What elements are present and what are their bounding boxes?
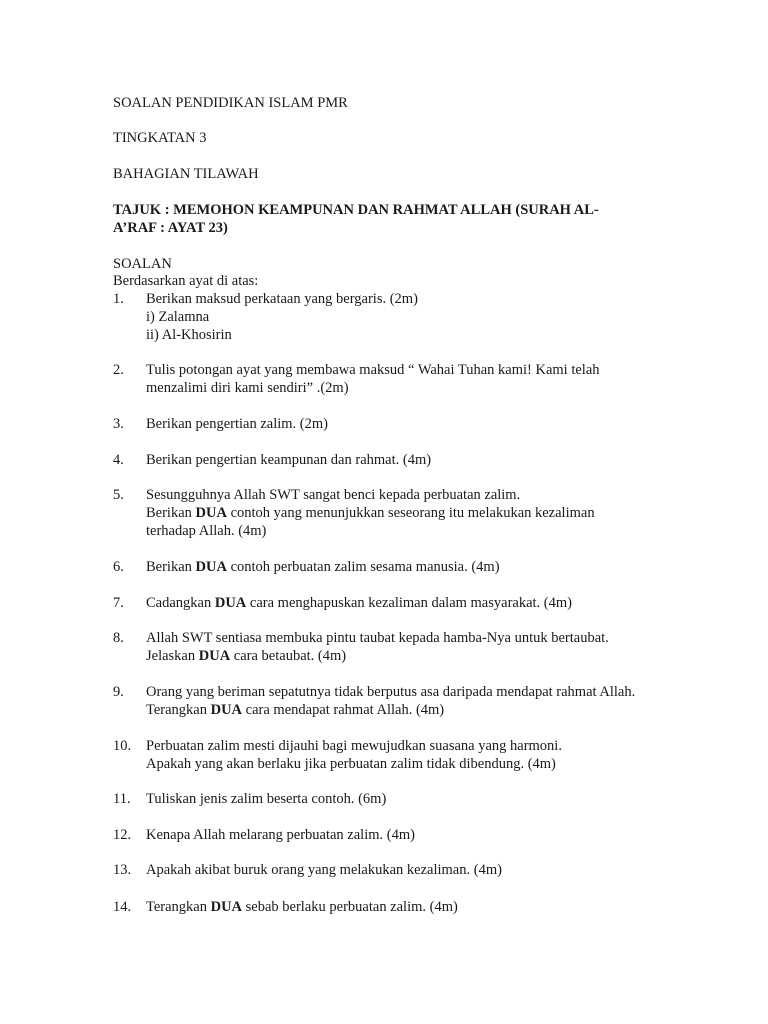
sub-item: i) Zalamna	[146, 309, 210, 325]
question-number: 7.	[113, 595, 124, 611]
question-text	[146, 594, 673, 612]
question-number: 1.	[113, 291, 124, 307]
question-text: Tuliskan jenis zalim beserta contoh. (6m)	[146, 791, 387, 807]
emphasis: DUA	[198, 648, 231, 664]
question-4	[113, 451, 673, 469]
question-text: Allah SWT sentiasa membuka pintu taubat kepada hamba-Nya untuk bertaubat.	[146, 630, 609, 646]
section-heading: BAHAGIAN TILAWAH	[113, 166, 259, 182]
question-2	[113, 361, 673, 397]
text-segment: contoh yang menunjukkan seseorang itu melakukan kezaliman	[226, 505, 595, 521]
question-text	[146, 558, 673, 576]
question-text: Tulis potongan ayat yang membawa maksud “ Wahai Tuhan kami! Kami telah	[146, 362, 600, 378]
text-segment: Cadangkan	[146, 595, 215, 611]
question-text: Berikan pengertian keampunan dan rahmat. (4m)	[146, 452, 432, 468]
question-13	[113, 861, 673, 879]
text-segment: Terangkan	[146, 899, 211, 915]
question-text: Berikan pengertian zalim. (2m)	[146, 416, 328, 432]
question-number: 3.	[113, 416, 124, 432]
question-10	[113, 737, 673, 773]
document-title: SOALAN PENDIDIKAN ISLAM PMR	[113, 95, 348, 111]
question-text: Apakah yang akan berlaku jika perbuatan zalim tidak dibendung. (4m)	[146, 756, 556, 772]
emphasis: DUA	[214, 595, 247, 611]
emphasis: DUA	[195, 505, 227, 521]
emphasis: DUA	[210, 702, 243, 718]
question-text: terhadap Allah. (4m)	[146, 523, 267, 539]
question-text	[146, 898, 673, 916]
question-number: 12.	[113, 827, 132, 843]
text-segment: cara menghapuskan kezaliman dalam masyarakat. (4m)	[246, 595, 572, 611]
question-number: 9.	[113, 684, 124, 700]
text-segment: Berikan	[146, 505, 196, 521]
question-number: 8.	[113, 630, 124, 646]
question-number: 11.	[113, 791, 131, 807]
question-1	[113, 290, 673, 344]
question-number: 6.	[113, 559, 124, 575]
text-segment: Terangkan	[146, 702, 211, 718]
question-number: 5.	[113, 487, 124, 503]
question-number: 13.	[113, 862, 132, 878]
emphasis: DUA	[210, 899, 243, 915]
question-9	[113, 683, 673, 719]
questions-intro: Berdasarkan ayat di atas:	[113, 273, 259, 289]
text-segment: Berikan	[146, 559, 196, 575]
question-text	[146, 504, 673, 522]
grade-heading: TINGKATAN 3	[113, 130, 207, 146]
question-text: Apakah akibat buruk orang yang melakukan kezaliman. (4m)	[146, 862, 502, 878]
question-text: Orang yang beriman sepatutnya tidak berputus asa daripada mendapat rahmat Allah.	[146, 684, 636, 700]
sub-item: ii) Al-Khosirin	[146, 327, 232, 343]
question-11	[113, 790, 673, 808]
question-text	[146, 701, 673, 719]
text-segment: sebab berlaku perbuatan zalim. (4m)	[242, 899, 458, 915]
question-14	[113, 898, 673, 916]
question-text: Sesungguhnya Allah SWT sangat benci kepada perbuatan zalim.	[146, 487, 521, 503]
question-3	[113, 415, 673, 433]
question-text: menzalimi diri kami sendiri” .(2m)	[146, 380, 349, 396]
text-segment: cara betaubat. (4m)	[230, 648, 347, 664]
question-text: Kenapa Allah melarang perbuatan zalim. (4m)	[146, 827, 415, 843]
topic-heading: TAJUK : MEMOHON KEAMPUNAN DAN RAHMAT ALLAH (SURAH AL-A’RAF : AYAT 23)	[113, 202, 599, 236]
question-text: Perbuatan zalim mesti dijauhi bagi mewujudkan suasana yang harmoni.	[146, 738, 562, 754]
text-segment: contoh perbuatan zalim sesama manusia. (4m)	[226, 559, 500, 575]
question-7	[113, 594, 673, 612]
question-12	[113, 826, 673, 844]
question-number: 2.	[113, 362, 124, 378]
question-6	[113, 558, 673, 576]
text-segment: Jelaskan	[146, 648, 199, 664]
question-text: Berikan maksud perkataan yang bergaris. (2m)	[146, 291, 418, 307]
question-8	[113, 629, 673, 665]
questions-heading: SOALAN	[113, 256, 172, 272]
text-segment: cara mendapat rahmat Allah. (4m)	[242, 702, 445, 718]
question-number: 10.	[113, 738, 132, 754]
emphasis: DUA	[195, 559, 227, 575]
question-number: 4.	[113, 452, 124, 468]
question-5	[113, 486, 673, 540]
question-number: 14.	[113, 899, 132, 915]
question-text	[146, 647, 673, 665]
